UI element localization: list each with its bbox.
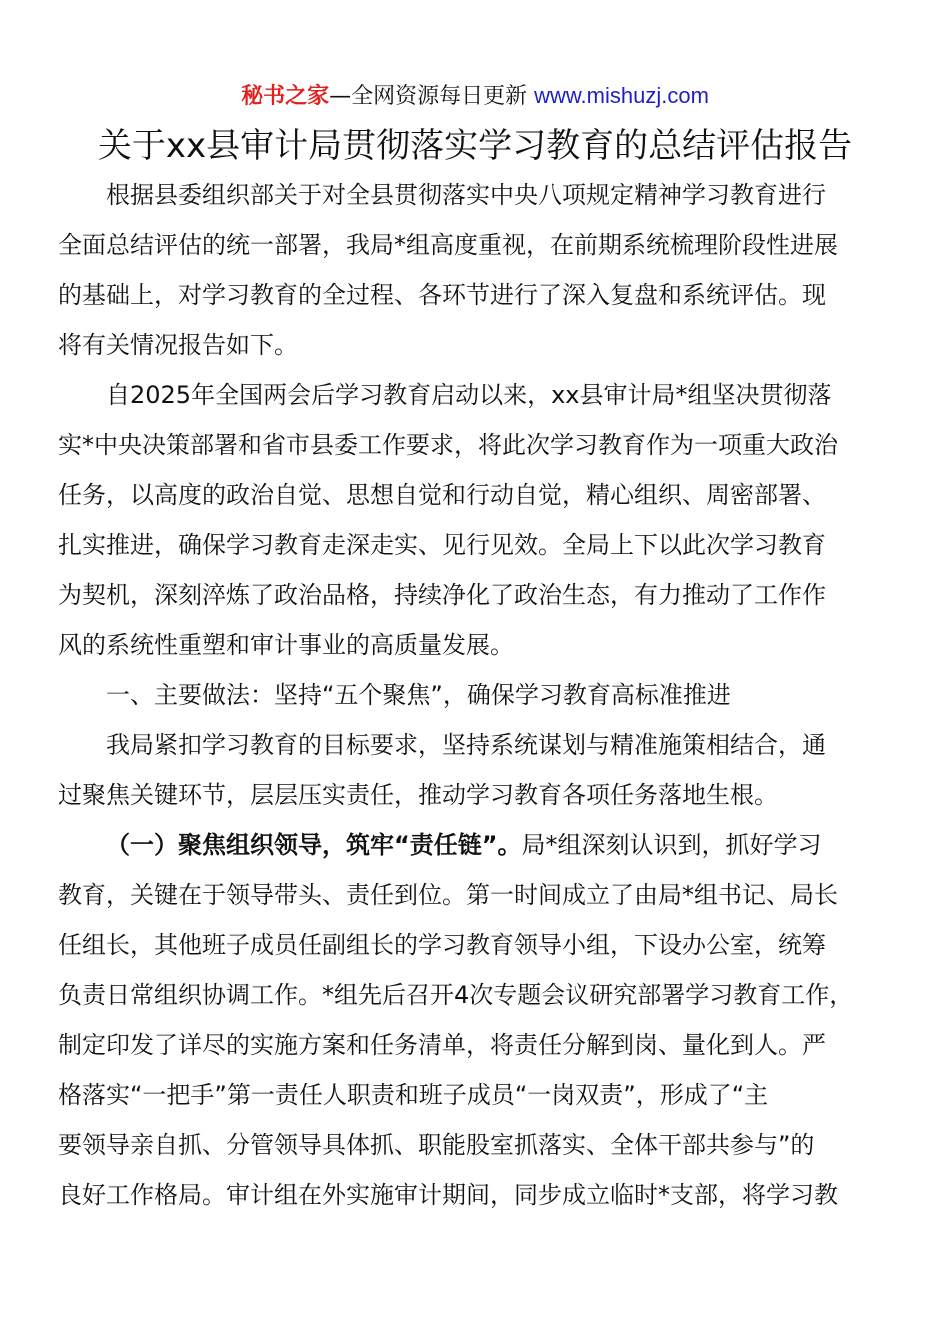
- text-line: 为契机，深刻淬炼了政治品格，持续净化了政治生态，有力推动了工作作: [58, 581, 826, 609]
- text-line: 负责日常组织协调工作。*组先后召开4次专题会议研究部署学习教育工作，: [58, 981, 854, 1009]
- paragraph-section-intro: [58, 720, 894, 820]
- text-line: 将有关情况报告如下。: [58, 331, 298, 359]
- header-tagline: —全网资源每日更新: [329, 84, 528, 109]
- document-title: 关于xx县审计局贯彻落实学习教育的总结评估报告: [97, 126, 853, 166]
- document-body: [58, 170, 894, 1220]
- text-line: 实*中央决策部署和省市县委工作要求，将此次学习教育作为一项重大政治: [58, 431, 838, 459]
- text-line: 的基础上，对学习教育的全过程、各环节进行了深入复盘和系统评估。现: [58, 281, 826, 309]
- site-url-link[interactable]: www.mishuzj.com: [534, 83, 709, 108]
- text-span: 局*组深刻认识到，抓好学习: [521, 831, 822, 859]
- text-line: [58, 820, 894, 870]
- paragraph-background: [58, 370, 894, 670]
- text-line: 过聚焦关键环节，层层压实责任，推动学习教育各项任务落地生根。: [58, 781, 778, 809]
- site-header: [0, 80, 950, 113]
- text-line: 风的系统性重塑和审计事业的高质量发展。: [58, 631, 514, 659]
- text-line: 自2025年全国两会后学习教育启动以来，xx县审计局*组坚决贯彻落: [106, 381, 832, 409]
- text-line: 格落实“一把手”第一责任人职责和班子成员“一岗双责”，形成了“主: [58, 1081, 769, 1109]
- section-heading: 一、主要做法：坚持“五个聚焦”，确保学习教育高标准推进: [106, 681, 731, 709]
- text-line: 扎实推进，确保学习教育走深走实、见行见效。全局上下以此次学习教育: [58, 531, 826, 559]
- paragraph-intro: [58, 170, 894, 370]
- paragraph-subsection-1: [58, 820, 894, 1220]
- subsection-lead: （一）聚焦组织领导，筑牢“责任链”。: [106, 831, 522, 859]
- brand-name: 秘书之家: [241, 84, 330, 109]
- text-line: 良好工作格局。审计组在外实施审计期间，同步成立临时*支部，将学习教: [58, 1181, 838, 1209]
- text-line: 任务，以高度的政治自觉、思想自觉和行动自觉，精心组织、周密部署、: [58, 481, 826, 509]
- text-line: 要领导亲自抓、分管领导具体抓、职能股室抓落实、全体干部共参与”的: [58, 1131, 815, 1159]
- text-line: 教育，关键在于领导带头、责任到位。第一时间成立了由局*组书记、局长: [58, 881, 838, 909]
- text-line: 全面总结评估的统一部署，我局*组高度重视，在前期系统梳理阶段性进展: [58, 231, 838, 259]
- text-line: 制定印发了详尽的实施方案和任务清单，将责任分解到岗、量化到人。严: [58, 1031, 826, 1059]
- text-line: 任组长，其他班子成员任副组长的学习教育领导小组，下设办公室，统筹: [58, 931, 826, 959]
- text-line: 我局紧扣学习教育的目标要求，坚持系统谋划与精准施策相结合，通: [106, 731, 826, 759]
- text-line: 根据县委组织部关于对全县贯彻落实中央八项规定精神学习教育进行: [106, 181, 826, 209]
